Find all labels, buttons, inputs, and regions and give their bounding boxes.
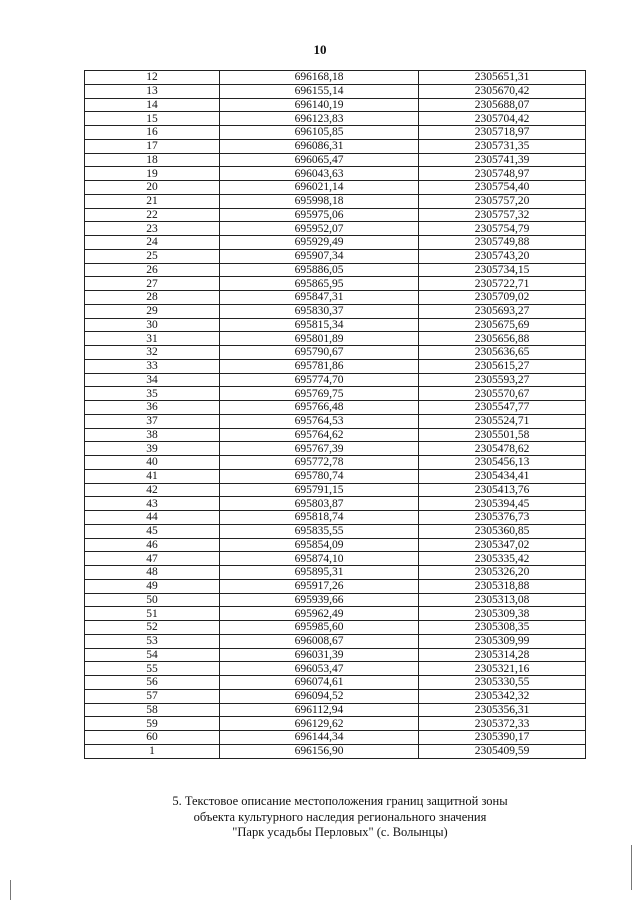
table-row <box>85 593 586 607</box>
y-coordinate-cell: 2305734,15 <box>419 263 586 277</box>
y-coordinate-cell: 2305321,16 <box>419 662 586 676</box>
y-coordinate-cell: 2305326,20 <box>419 566 586 580</box>
y-coordinate-cell: 2305693,27 <box>419 304 586 318</box>
point-number-cell: 29 <box>85 304 220 318</box>
x-coordinate-cell: 696065,47 <box>220 153 419 167</box>
point-number-cell: 52 <box>85 621 220 635</box>
x-coordinate-cell: 696156,90 <box>220 744 419 758</box>
point-number-cell: 38 <box>85 428 220 442</box>
y-coordinate-cell: 2305704,42 <box>419 112 586 126</box>
point-number-cell: 42 <box>85 483 220 497</box>
point-number-cell: 49 <box>85 579 220 593</box>
y-coordinate-cell: 2305615,27 <box>419 359 586 373</box>
x-coordinate-cell: 695917,26 <box>220 579 419 593</box>
point-number-cell: 47 <box>85 552 220 566</box>
x-coordinate-cell: 695772,78 <box>220 456 419 470</box>
x-coordinate-cell: 695854,09 <box>220 538 419 552</box>
x-coordinate-cell: 696112,94 <box>220 703 419 717</box>
x-coordinate-cell: 695998,18 <box>220 194 419 208</box>
point-number-cell: 30 <box>85 318 220 332</box>
x-coordinate-cell: 695847,31 <box>220 291 419 305</box>
point-number-cell: 31 <box>85 332 220 346</box>
y-coordinate-cell: 2305651,31 <box>419 71 586 85</box>
x-coordinate-cell: 696129,62 <box>220 717 419 731</box>
table-row <box>85 332 586 346</box>
coordinates-table-body <box>85 71 586 759</box>
point-number-cell: 57 <box>85 689 220 703</box>
table-row <box>85 717 586 731</box>
point-number-cell: 17 <box>85 139 220 153</box>
x-coordinate-cell: 696168,18 <box>220 71 419 85</box>
page-number: 10 <box>313 42 327 57</box>
table-row <box>85 744 586 758</box>
scan-margin-line <box>631 845 632 890</box>
x-coordinate-cell: 695874,10 <box>220 552 419 566</box>
table-row <box>85 194 586 208</box>
x-coordinate-cell: 696074,61 <box>220 676 419 690</box>
x-coordinate-cell: 696031,39 <box>220 648 419 662</box>
point-number-cell: 43 <box>85 497 220 511</box>
point-number-cell: 53 <box>85 634 220 648</box>
x-coordinate-cell: 695886,05 <box>220 263 419 277</box>
y-coordinate-cell: 2305748,97 <box>419 167 586 181</box>
y-coordinate-cell: 2305731,35 <box>419 139 586 153</box>
y-coordinate-cell: 2305636,65 <box>419 346 586 360</box>
y-coordinate-cell: 2305335,42 <box>419 552 586 566</box>
point-number-cell: 34 <box>85 373 220 387</box>
caption-line-1: 5. Текстовое описание местоположения границ защитной зоны <box>172 794 508 808</box>
table-row <box>85 304 586 318</box>
point-number-cell: 50 <box>85 593 220 607</box>
table-row <box>85 98 586 112</box>
y-coordinate-cell: 2305434,41 <box>419 469 586 483</box>
x-coordinate-cell: 695790,67 <box>220 346 419 360</box>
x-coordinate-cell: 695818,74 <box>220 511 419 525</box>
table-row <box>85 634 586 648</box>
point-number-cell: 25 <box>85 249 220 263</box>
point-number-cell: 40 <box>85 456 220 470</box>
table-row <box>85 71 586 85</box>
table-row <box>85 126 586 140</box>
x-coordinate-cell: 696144,34 <box>220 731 419 745</box>
table-row <box>85 552 586 566</box>
table-row <box>85 277 586 291</box>
point-number-cell: 22 <box>85 208 220 222</box>
table-row <box>85 181 586 195</box>
table-row <box>85 373 586 387</box>
point-number-cell: 33 <box>85 359 220 373</box>
x-coordinate-cell: 696008,67 <box>220 634 419 648</box>
table-row <box>85 318 586 332</box>
x-coordinate-cell: 695895,31 <box>220 566 419 580</box>
point-number-cell: 20 <box>85 181 220 195</box>
y-coordinate-cell: 2305318,88 <box>419 579 586 593</box>
x-coordinate-cell: 695780,74 <box>220 469 419 483</box>
y-coordinate-cell: 2305314,28 <box>419 648 586 662</box>
x-coordinate-cell: 696155,14 <box>220 84 419 98</box>
point-number-cell: 59 <box>85 717 220 731</box>
table-row <box>85 84 586 98</box>
scan-margin-line-left <box>10 880 11 900</box>
x-coordinate-cell: 695766,48 <box>220 401 419 415</box>
point-number-cell: 18 <box>85 153 220 167</box>
y-coordinate-cell: 2305754,40 <box>419 181 586 195</box>
x-coordinate-cell: 695774,70 <box>220 373 419 387</box>
y-coordinate-cell: 2305547,77 <box>419 401 586 415</box>
x-coordinate-cell: 696140,19 <box>220 98 419 112</box>
point-number-cell: 12 <box>85 71 220 85</box>
section-caption <box>0 794 640 841</box>
y-coordinate-cell: 2305524,71 <box>419 414 586 428</box>
point-number-cell: 32 <box>85 346 220 360</box>
y-coordinate-cell: 2305356,31 <box>419 703 586 717</box>
y-coordinate-cell: 2305309,99 <box>419 634 586 648</box>
y-coordinate-cell: 2305688,07 <box>419 98 586 112</box>
x-coordinate-cell: 696043,63 <box>220 167 419 181</box>
y-coordinate-cell: 2305313,08 <box>419 593 586 607</box>
table-row <box>85 401 586 415</box>
point-number-cell: 35 <box>85 387 220 401</box>
y-coordinate-cell: 2305722,71 <box>419 277 586 291</box>
table-row <box>85 414 586 428</box>
table-row <box>85 359 586 373</box>
y-coordinate-cell: 2305670,42 <box>419 84 586 98</box>
point-number-cell: 48 <box>85 566 220 580</box>
point-number-cell: 19 <box>85 167 220 181</box>
point-number-cell: 1 <box>85 744 220 758</box>
table-row <box>85 648 586 662</box>
table-row <box>85 524 586 538</box>
table-row <box>85 153 586 167</box>
point-number-cell: 27 <box>85 277 220 291</box>
table-row <box>85 346 586 360</box>
table-row <box>85 456 586 470</box>
x-coordinate-cell: 695781,86 <box>220 359 419 373</box>
y-coordinate-cell: 2305372,33 <box>419 717 586 731</box>
y-coordinate-cell: 2305741,39 <box>419 153 586 167</box>
y-coordinate-cell: 2305342,32 <box>419 689 586 703</box>
x-coordinate-cell: 695815,34 <box>220 318 419 332</box>
point-number-cell: 56 <box>85 676 220 690</box>
x-coordinate-cell: 696105,85 <box>220 126 419 140</box>
y-coordinate-cell: 2305308,35 <box>419 621 586 635</box>
point-number-cell: 41 <box>85 469 220 483</box>
table-row <box>85 483 586 497</box>
y-coordinate-cell: 2305309,38 <box>419 607 586 621</box>
table-row <box>85 387 586 401</box>
table-row <box>85 703 586 717</box>
point-number-cell: 24 <box>85 236 220 250</box>
x-coordinate-cell: 695803,87 <box>220 497 419 511</box>
point-number-cell: 46 <box>85 538 220 552</box>
table-row <box>85 662 586 676</box>
y-coordinate-cell: 2305347,02 <box>419 538 586 552</box>
table-row <box>85 497 586 511</box>
y-coordinate-cell: 2305409,59 <box>419 744 586 758</box>
x-coordinate-cell: 695764,62 <box>220 428 419 442</box>
x-coordinate-cell: 695975,06 <box>220 208 419 222</box>
x-coordinate-cell: 695835,55 <box>220 524 419 538</box>
y-coordinate-cell: 2305456,13 <box>419 456 586 470</box>
y-coordinate-cell: 2305718,97 <box>419 126 586 140</box>
point-number-cell: 21 <box>85 194 220 208</box>
table-row <box>85 442 586 456</box>
point-number-cell: 28 <box>85 291 220 305</box>
table-row <box>85 263 586 277</box>
y-coordinate-cell: 2305757,32 <box>419 208 586 222</box>
table-row <box>85 222 586 236</box>
x-coordinate-cell: 695939,66 <box>220 593 419 607</box>
y-coordinate-cell: 2305376,73 <box>419 511 586 525</box>
y-coordinate-cell: 2305757,20 <box>419 194 586 208</box>
point-number-cell: 45 <box>85 524 220 538</box>
table-row <box>85 469 586 483</box>
table-row <box>85 112 586 126</box>
x-coordinate-cell: 695865,95 <box>220 277 419 291</box>
caption-line-3: "Парк усадьбы Перловых" (с. Волынцы) <box>232 825 448 839</box>
table-row <box>85 428 586 442</box>
table-row <box>85 676 586 690</box>
y-coordinate-cell: 2305656,88 <box>419 332 586 346</box>
table-row <box>85 731 586 745</box>
y-coordinate-cell: 2305501,58 <box>419 428 586 442</box>
point-number-cell: 60 <box>85 731 220 745</box>
x-coordinate-cell: 695791,15 <box>220 483 419 497</box>
coordinates-table <box>84 70 586 759</box>
point-number-cell: 55 <box>85 662 220 676</box>
table-row <box>85 139 586 153</box>
y-coordinate-cell: 2305754,79 <box>419 222 586 236</box>
table-row <box>85 291 586 305</box>
point-number-cell: 37 <box>85 414 220 428</box>
table-row <box>85 249 586 263</box>
table-row <box>85 579 586 593</box>
x-coordinate-cell: 695929,49 <box>220 236 419 250</box>
point-number-cell: 39 <box>85 442 220 456</box>
x-coordinate-cell: 695952,07 <box>220 222 419 236</box>
y-coordinate-cell: 2305675,69 <box>419 318 586 332</box>
x-coordinate-cell: 695830,37 <box>220 304 419 318</box>
x-coordinate-cell: 695985,60 <box>220 621 419 635</box>
x-coordinate-cell: 695962,49 <box>220 607 419 621</box>
x-coordinate-cell: 695907,34 <box>220 249 419 263</box>
table-row <box>85 511 586 525</box>
x-coordinate-cell: 695769,75 <box>220 387 419 401</box>
point-number-cell: 36 <box>85 401 220 415</box>
table-row <box>85 236 586 250</box>
point-number-cell: 23 <box>85 222 220 236</box>
y-coordinate-cell: 2305478,62 <box>419 442 586 456</box>
x-coordinate-cell: 695767,39 <box>220 442 419 456</box>
x-coordinate-cell: 695764,53 <box>220 414 419 428</box>
point-number-cell: 58 <box>85 703 220 717</box>
y-coordinate-cell: 2305743,20 <box>419 249 586 263</box>
x-coordinate-cell: 696021,14 <box>220 181 419 195</box>
x-coordinate-cell: 696086,31 <box>220 139 419 153</box>
y-coordinate-cell: 2305413,76 <box>419 483 586 497</box>
table-row <box>85 689 586 703</box>
table-row <box>85 566 586 580</box>
table-row <box>85 167 586 181</box>
table-row <box>85 607 586 621</box>
y-coordinate-cell: 2305709,02 <box>419 291 586 305</box>
point-number-cell: 16 <box>85 126 220 140</box>
x-coordinate-cell: 695801,89 <box>220 332 419 346</box>
y-coordinate-cell: 2305394,45 <box>419 497 586 511</box>
x-coordinate-cell: 696053,47 <box>220 662 419 676</box>
y-coordinate-cell: 2305570,67 <box>419 387 586 401</box>
point-number-cell: 54 <box>85 648 220 662</box>
point-number-cell: 15 <box>85 112 220 126</box>
point-number-cell: 44 <box>85 511 220 525</box>
table-row <box>85 621 586 635</box>
y-coordinate-cell: 2305390,17 <box>419 731 586 745</box>
table-row <box>85 538 586 552</box>
point-number-cell: 14 <box>85 98 220 112</box>
y-coordinate-cell: 2305749,88 <box>419 236 586 250</box>
y-coordinate-cell: 2305330,55 <box>419 676 586 690</box>
y-coordinate-cell: 2305593,27 <box>419 373 586 387</box>
y-coordinate-cell: 2305360,85 <box>419 524 586 538</box>
x-coordinate-cell: 696094,52 <box>220 689 419 703</box>
table-row <box>85 208 586 222</box>
x-coordinate-cell: 696123,83 <box>220 112 419 126</box>
caption-line-2: объекта культурного наследия регионального значения <box>193 809 487 824</box>
point-number-cell: 13 <box>85 84 220 98</box>
point-number-cell: 26 <box>85 263 220 277</box>
point-number-cell: 51 <box>85 607 220 621</box>
